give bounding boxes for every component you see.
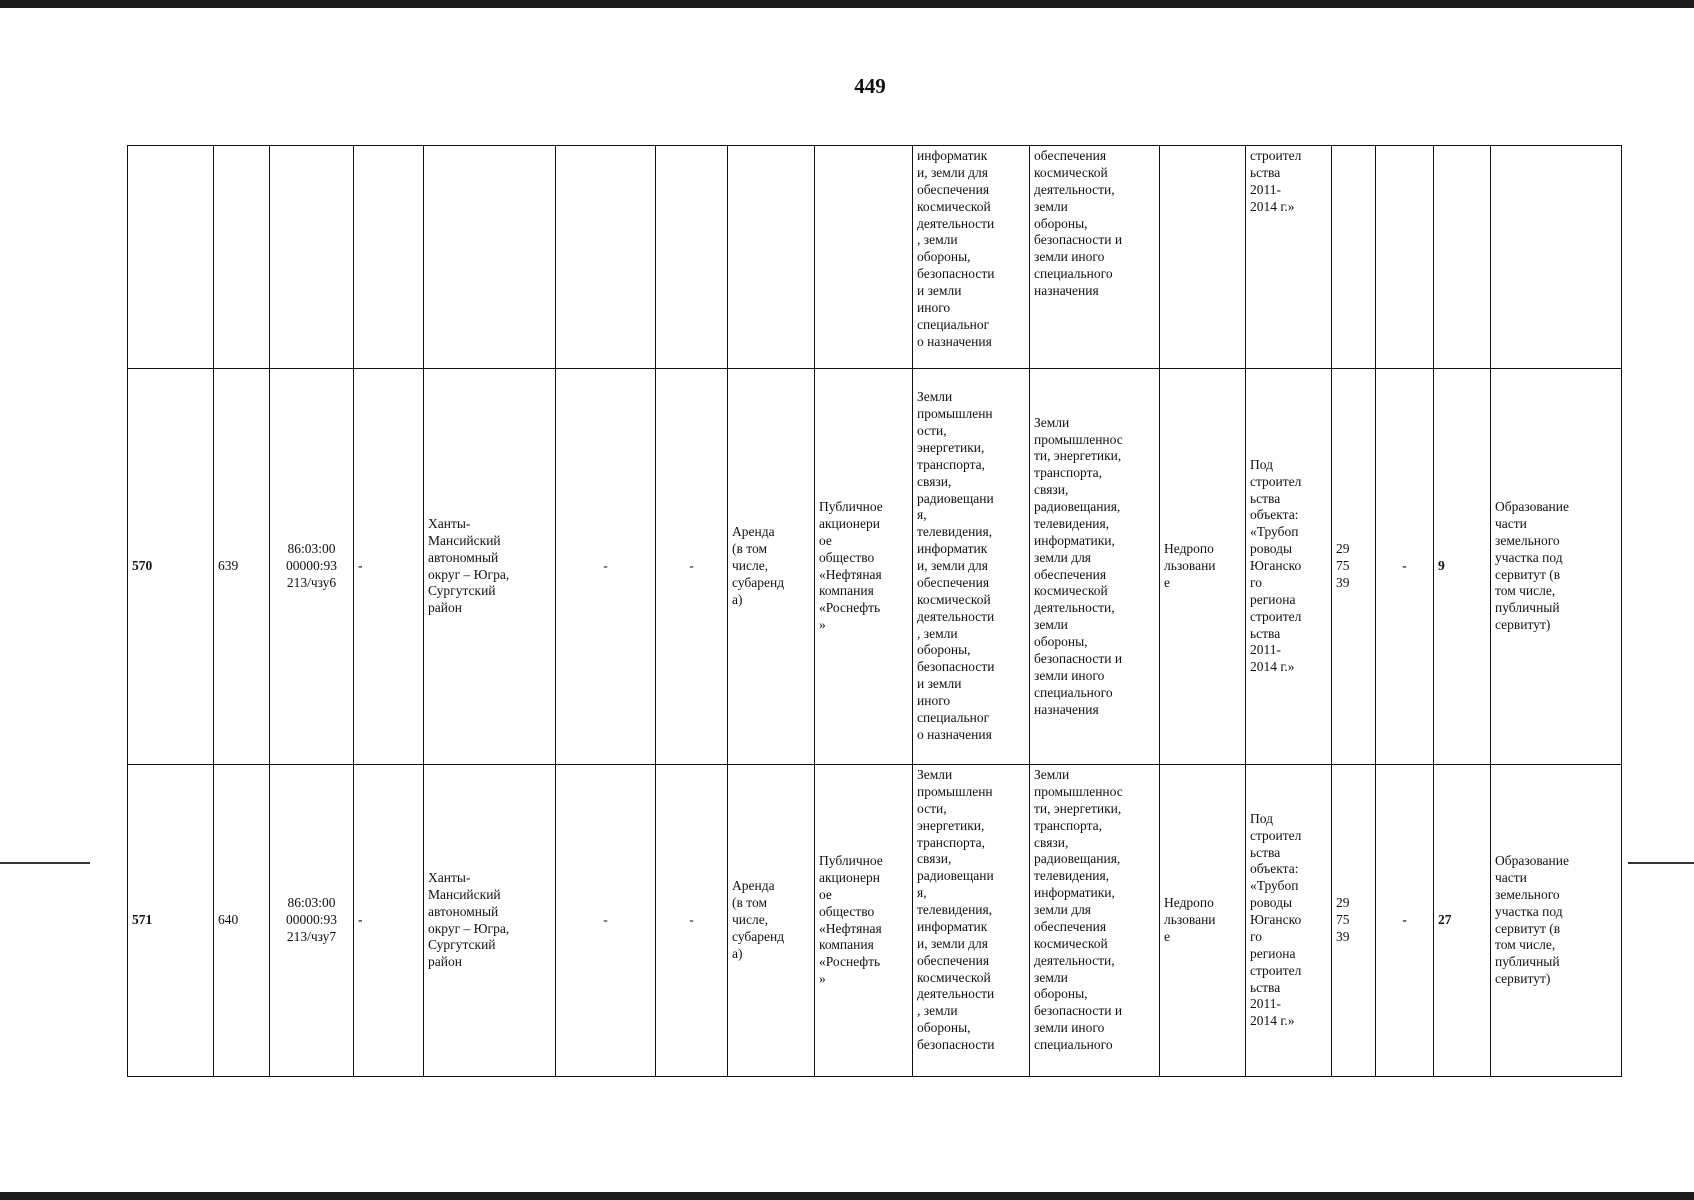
cell-record-no: [128, 146, 214, 369]
cell-col15: [1376, 146, 1434, 369]
cell-location: Ханты- Мансийский автономный округ – Югра, Сургутский район: [424, 765, 556, 1077]
cell-purpose: Под строител ьства объекта: «Трубоп роводы Юганско го региона строител ьства 2011- 2014 г.»: [1246, 765, 1332, 1077]
cell-holder: Публичное акционери ое общество «Нефтяная компания «Роснефть »: [815, 369, 913, 765]
cell-col6: -: [556, 369, 656, 765]
cell-record-no: 571: [128, 765, 214, 1077]
cell-code: [1332, 146, 1376, 369]
scan-top-border: [0, 0, 1694, 8]
scan-bottom-border: [0, 1192, 1694, 1200]
cell-note: Образование части земельного участка под сервитут (в том числе, публичный сервитут): [1491, 369, 1622, 765]
cell-col15: -: [1376, 369, 1434, 765]
cell-land-category-b: Земли промышленнос ти, энергетики, транспорта, связи, радиовещания, телевидения, информатики, земли для обеспечения космической деятельности, земли обороны, безопасности и земли иного специального назначения: [1030, 369, 1160, 765]
cell-cadastral-number: 86:03:00 00000:93 213/чзу6: [270, 369, 354, 765]
land-register-table: [127, 145, 1622, 1077]
cell-right-type: Аренда (в том числе, субаренд а): [728, 369, 815, 765]
cell-purpose: строител ьства 2011- 2014 г.»: [1246, 146, 1332, 369]
page-number: 449: [854, 74, 886, 98]
cell-right-type: [728, 146, 815, 369]
cell-cadastral-number: 86:03:00 00000:93 213/чзу7: [270, 765, 354, 1077]
table-row: [128, 369, 1622, 765]
cell-code: 29 75 39: [1332, 765, 1376, 1077]
cell-note: Образование части земельного участка под сервитут (в том числе, публичный сервитут): [1491, 765, 1622, 1077]
cell-use-type: [1160, 146, 1246, 369]
cell-col4: -: [354, 765, 424, 1077]
cell-land-category-a: Земли промышленн ости, энергетики, транспорта, связи, радиовещани я, телевидения, информатик и, земли для обеспечения космической деятельности , земли обороны, безопасности и земли иного специальног о назначения: [913, 369, 1030, 765]
table-row-continuation: [128, 146, 1622, 369]
scan-margin-line-right: [1628, 862, 1694, 864]
cell-land-category-b: Земли промышленнос ти, энергетики, транспорта, связи, радиовещания, телевидения, информатики, земли для обеспечения космической деятельности, земли обороны, безопасности и земли иного специального: [1030, 765, 1160, 1077]
cell-plot-no: 640: [214, 765, 270, 1077]
cell-col6: [556, 146, 656, 369]
cell-plot-no: [214, 146, 270, 369]
cell-area: [1434, 146, 1491, 369]
cell-col7: -: [656, 765, 728, 1077]
cell-area: 9: [1434, 369, 1491, 765]
cell-cadastral-number: [270, 146, 354, 369]
cell-land-category-a: информатик и, земли для обеспечения космической деятельности , земли обороны, безопасности и земли иного специальног о назначения: [913, 146, 1030, 369]
cell-plot-no: 639: [214, 369, 270, 765]
cell-code: 29 75 39: [1332, 369, 1376, 765]
cell-col6: -: [556, 765, 656, 1077]
cell-note: [1491, 146, 1622, 369]
scan-margin-line-left: [0, 862, 90, 864]
table-row: [128, 765, 1622, 1077]
cell-col4: [354, 146, 424, 369]
cell-use-type: Недропо льзовани е: [1160, 765, 1246, 1077]
cell-record-no: 570: [128, 369, 214, 765]
cell-col7: -: [656, 369, 728, 765]
cell-holder: [815, 146, 913, 369]
cell-land-category-b: обеспечения космической деятельности, земли обороны, безопасности и земли иного специального назначения: [1030, 146, 1160, 369]
cell-area: 27: [1434, 765, 1491, 1077]
cell-location: Ханты- Мансийский автономный округ – Югра, Сургутский район: [424, 369, 556, 765]
cell-col15: -: [1376, 765, 1434, 1077]
cell-holder: Публичное акционерн ое общество «Нефтяная компания «Роснефть »: [815, 765, 913, 1077]
cell-right-type: Аренда (в том числе, субаренд а): [728, 765, 815, 1077]
cell-col7: [656, 146, 728, 369]
cell-location: [424, 146, 556, 369]
cell-land-category-a: Земли промышленн ости, энергетики, транспорта, связи, радиовещани я, телевидения, информатик и, земли для обеспечения космической деятельности , земли обороны, безопасности: [913, 765, 1030, 1077]
cell-col4: -: [354, 369, 424, 765]
cell-use-type: Недропо льзовани е: [1160, 369, 1246, 765]
cell-purpose: Под строител ьства объекта: «Трубоп роводы Юганско го региона строител ьства 2011- 2014 г.»: [1246, 369, 1332, 765]
